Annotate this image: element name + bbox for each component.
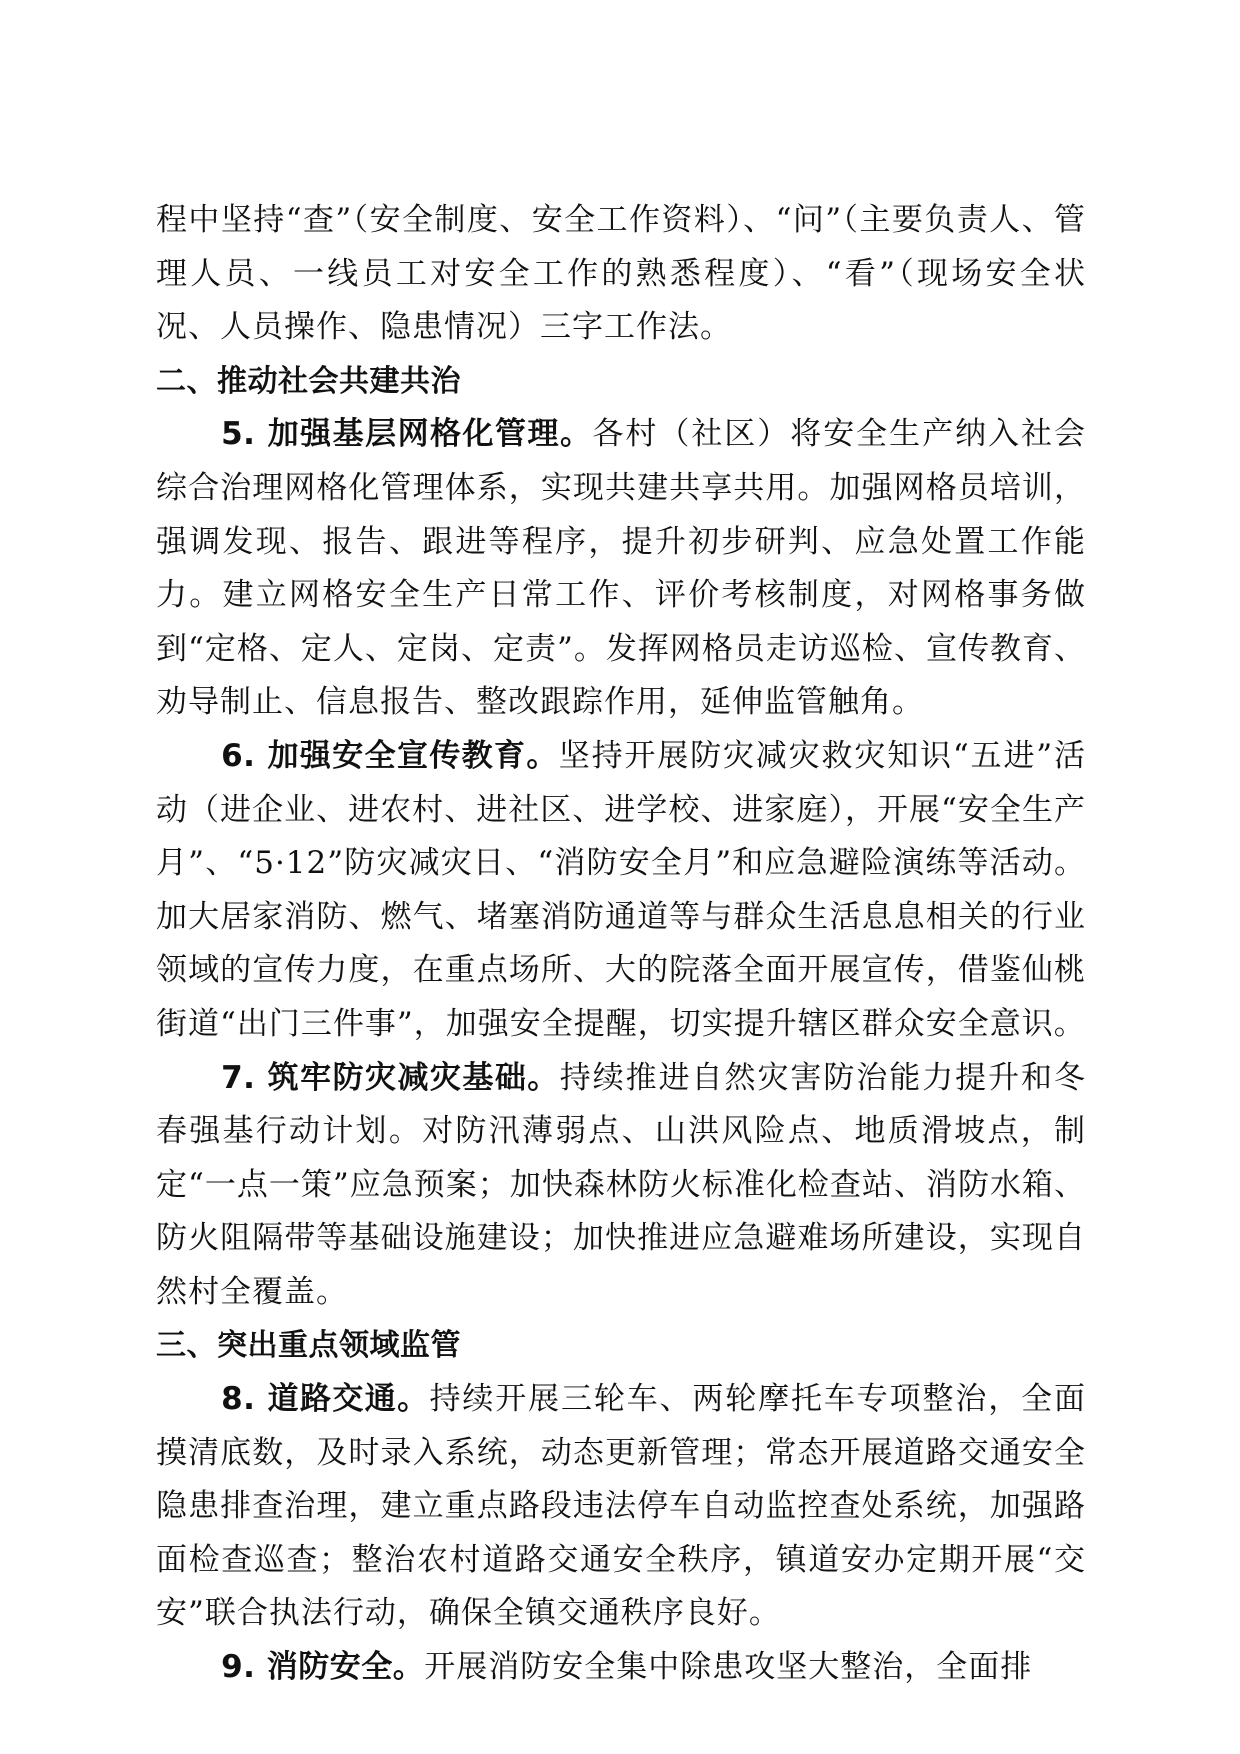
- item-7-paragraph: [156, 1052, 1086, 1320]
- item-9-text: 开展消防安全集中除患攻坚大整治，全面排: [424, 1649, 1033, 1686]
- section-heading-2: [156, 355, 1086, 409]
- paragraph-text: 程中坚持“查”（安全制度、安全工作资料）、“问”（主要负责人、管理人员、一线员工对安全工作的熟悉程度）、“看”（现场安全状况、人员操作、隐患情况）三字工作法。: [156, 202, 1086, 346]
- item-7-lead: 7. 筑牢防灾减灾基础。: [221, 1059, 560, 1096]
- item-8-paragraph: [156, 1373, 1086, 1641]
- item-5-text: 各村（社区）将安全生产纳入社会综合治理网格化管理体系，实现共建共享共用。加强网格员培训，强调发现、报告、跟进等程序，提升初步研判、应急处置工作能力。建立网格安全生产日常工作、评价考核制度，对网格事务做到“定格、定人、定岗、定责”。发挥网格员走访巡检、宣传教育、劝导制止、信息报告、整改跟踪作用，延伸监管触角。: [156, 416, 1087, 721]
- item-5-lead: 5. 加强基层网格化管理。: [221, 416, 593, 453]
- item-6-lead: 6. 加强安全宣传教育。: [221, 737, 559, 774]
- item-9-paragraph: [156, 1641, 1086, 1695]
- item-9-lead: 9. 消防安全。: [221, 1649, 425, 1686]
- continued-paragraph: [156, 194, 1086, 355]
- item-8-text: 持续开展三轮车、两轮摩托车专项整治，全面摸清底数，及时录入系统，动态更新管理；常态开展道路交通安全隐患排查治理，建立重点路段违法停车自动监控查处系统，加强路面检查巡查；整治农村道路交通安全秩序，镇道安办定期开展“交安”联合执法行动，确保全镇交通秩序良好。: [156, 1381, 1087, 1632]
- heading-text: 二、推动社会共建共治: [156, 363, 461, 399]
- heading-text: 三、突出重点领域监管: [156, 1328, 461, 1364]
- item-6-paragraph: [156, 730, 1086, 1052]
- section-heading-3: [156, 1319, 1086, 1373]
- item-6-text: 坚持开展防灾减灾救灾知识“五进”活动（进企业、进农村、进社区、进学校、进家庭），开展“安全生产月”、“5·12”防灾减灾日、“消防安全月”和应急避险演练等活动。加大居家消防、燃气、堵塞消防通道等与群众生活息息相关的行业领域的宣传力度，在重点场所、大的院落全面开展宣传，借鉴仙桃街道“出门三件事”，加强安全提醒，切实提升辖区群众安全意识。: [156, 737, 1086, 1042]
- item-8-lead: 8. 道路交通。: [221, 1381, 430, 1418]
- item-5-paragraph: [156, 408, 1086, 730]
- document-body: [156, 194, 1086, 1695]
- item-7-text: 持续推进自然灾害防治能力提升和冬春强基行动计划。对防汛薄弱点、山洪风险点、地质滑坡点，制定“一点一策”应急预案；加快森林防火标准化检查站、消防水箱、防火阻隔带等基础设施建设；加快推进应急避难场所建设，实现自然村全覆盖。: [156, 1059, 1087, 1310]
